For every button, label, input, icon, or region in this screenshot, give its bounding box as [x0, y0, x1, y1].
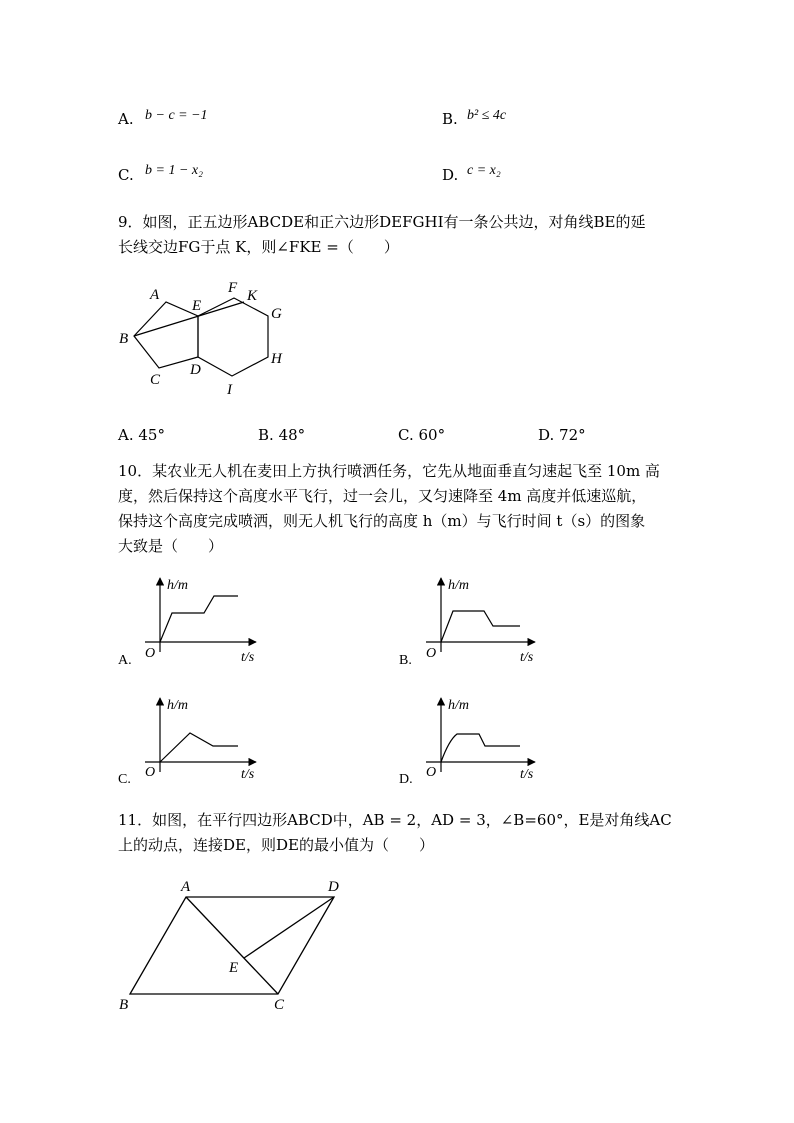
q8-option-a-expr: b − c = −1 — [145, 108, 208, 123]
label-k: K — [247, 288, 258, 304]
graph-a-y-label: h/m — [167, 578, 188, 593]
q9-line-1: 9．如图，正五边形ABCDE和正六边形DEFGHI有一条公共边，对角线BE的延 — [118, 213, 646, 231]
graph-b-origin: O — [426, 646, 437, 661]
label-b: B — [119, 997, 129, 1013]
q10-line-2: 度，然后保持这个高度水平飞行，过一会儿，又匀速降至 4m 高度并低速巡航， — [118, 487, 647, 505]
label-d: D — [328, 879, 339, 895]
graph-c-y-label: h/m — [167, 698, 188, 713]
q9-line-2: 长线交边FG于点 K，则∠FKE =（ ） — [118, 238, 399, 256]
q8-option-c-label: C. — [118, 166, 134, 184]
label-h: H — [271, 351, 282, 367]
label-e: E — [192, 298, 202, 314]
graph-c-origin: O — [145, 765, 156, 780]
q9-option-b: B. 48° — [258, 426, 306, 444]
segment-de — [244, 897, 334, 958]
q8-option-a-label: A. — [118, 110, 134, 128]
label-d: D — [190, 362, 201, 378]
graph-b-option-label: B. — [399, 653, 412, 668]
diagonal-ac — [186, 897, 278, 994]
graph-a-x-label: t/s — [241, 650, 255, 665]
graph-d-y-label: h/m — [448, 698, 469, 713]
graph-d-x-label: t/s — [520, 767, 534, 782]
label-b: B — [119, 331, 129, 347]
q9-option-d: D. 72° — [538, 426, 586, 444]
label-a: A — [150, 287, 160, 303]
label-g: G — [271, 306, 282, 322]
q10-line-1: 10．某农业无人机在麦田上方执行喷洒任务，它先从地面垂直匀速起飞至 10m 高 — [118, 462, 660, 480]
label-a: A — [181, 879, 191, 895]
label-c: C — [150, 372, 161, 388]
graph-b-y-label: h/m — [448, 578, 469, 593]
q11-line-1: 11．如图，在平行四边形ABCD中，AB = 2，AD = 3，∠B=60°，E是对角线AC — [118, 811, 672, 829]
graph-a-origin: O — [145, 646, 156, 661]
q8-option-c-expr: b = 1 − x₂ — [145, 163, 203, 178]
q10-line-3: 保持这个高度完成喷洒，则无人机飞行的高度 h（m）与飞行时间 t（s）的图象 — [118, 512, 646, 530]
label-e: E — [229, 960, 239, 976]
graph-d-origin: O — [426, 765, 437, 780]
graph-b-x-label: t/s — [520, 650, 534, 665]
q9-option-a: A. 45° — [118, 426, 165, 444]
q8-option-d-label: D. — [442, 166, 459, 184]
graph-c-x-label: t/s — [241, 767, 255, 782]
label-c: C — [274, 997, 285, 1013]
q8-option-d-expr: c = x₂ — [467, 163, 501, 178]
q9-option-c: C. 60° — [398, 426, 446, 444]
q8-option-b-expr: b² ≤ 4c — [467, 108, 507, 123]
graph-d-option-label: D. — [399, 772, 413, 787]
q11-line-2: 上的动点，连接DE，则DE的最小值为（ ） — [118, 836, 434, 854]
q8-option-b-label: B. — [442, 110, 458, 128]
label-f: F — [228, 280, 238, 296]
label-i: I — [227, 382, 232, 398]
graph-a-option-label: A. — [118, 653, 132, 668]
graph-c-option-label: C. — [118, 772, 131, 787]
q10-line-4: 大致是（ ） — [118, 537, 224, 555]
